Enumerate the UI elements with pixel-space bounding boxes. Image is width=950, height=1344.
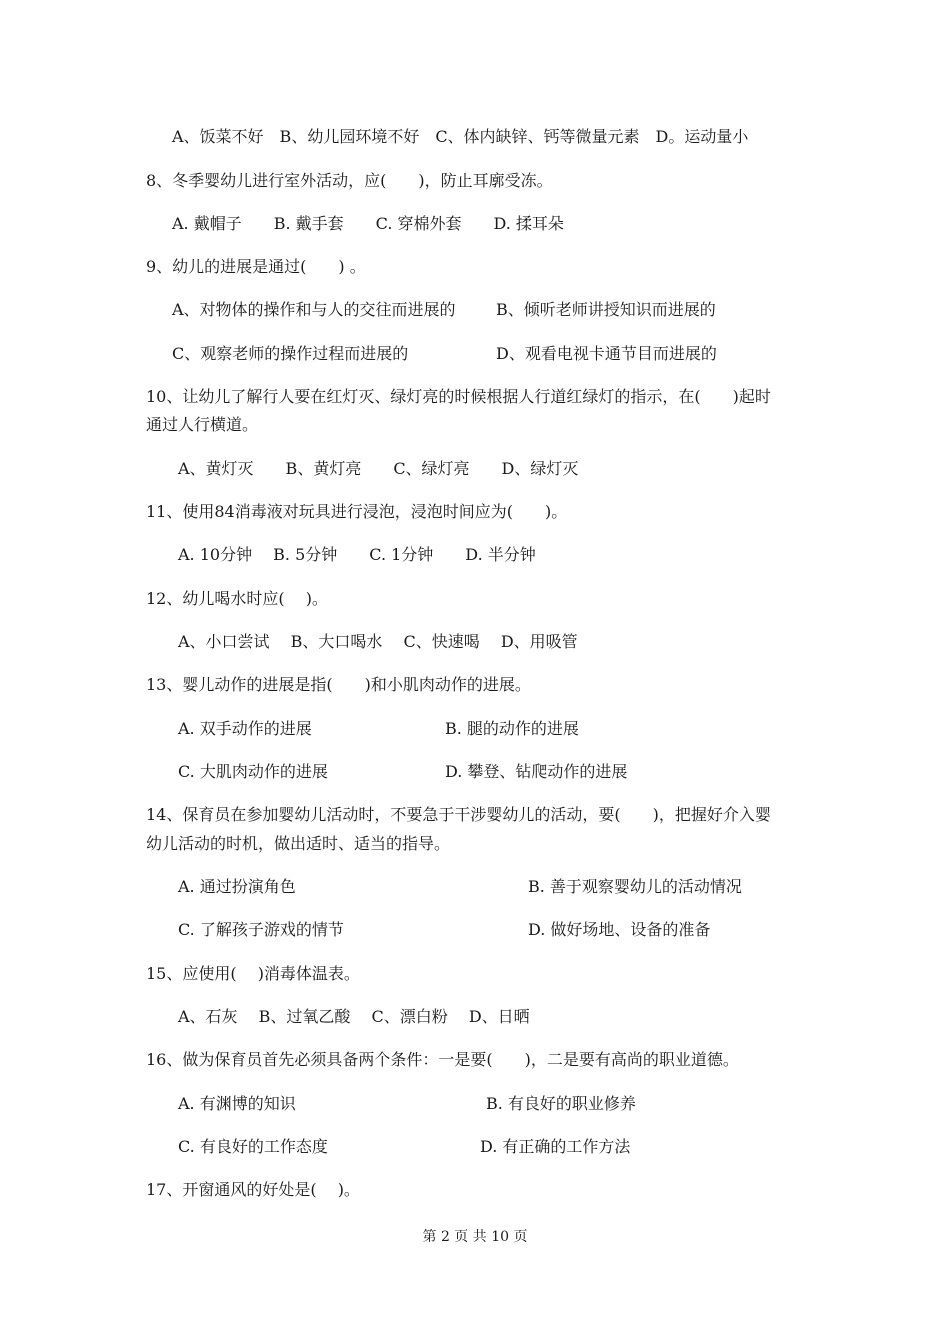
q16-option-b: B. 有良好的职业修养 (486, 1094, 636, 1113)
question-13: 13、婴儿动作的进展是指( )和小肌肉动作的进展。 (146, 675, 531, 694)
q9-option-d: D、观看电视卡通节目而进展的 (496, 344, 717, 363)
page-footer: 第 2 页 共 10 页 (422, 1229, 528, 1245)
q13-option-d: D. 攀登、钻爬动作的进展 (445, 762, 628, 781)
question-17: 17、开窗通风的好处是( )。 (146, 1180, 360, 1199)
q13-option-c: C. 大肌肉动作的进展 (178, 762, 328, 781)
q9-option-a: A、对物体的操作和与人的交往而进展的 (172, 300, 456, 319)
q16-option-d: D. 有正确的工作方法 (480, 1137, 631, 1156)
question-15: 15、应使用( )消毒体温表。 (146, 964, 360, 983)
question-8: 8、冬季婴幼儿进行室外活动，应( )，防止耳廓受冻。 (146, 171, 553, 190)
q10-options: A、黄灯灭 B、黄灯亮 C、绿灯亮 D、绿灯灭 (178, 459, 579, 478)
q9-option-b: B、倾听老师讲授知识而进展的 (496, 300, 716, 319)
question-12: 12、幼儿喝水时应( )。 (146, 589, 328, 608)
q13-option-b: B. 腿的动作的进展 (445, 719, 579, 738)
q16-option-c: C. 有良好的工作态度 (178, 1137, 328, 1156)
question-11: 11、使用84消毒液对玩具进行浸泡，浸泡时间应为( )。 (146, 502, 568, 521)
q7-options: A、饭菜不好 B、幼儿园环境不好 C、体内缺锌、钙等微量元素 D。运动量小 (172, 127, 749, 146)
q11-options: A. 10分钟 B. 5分钟 C. 1分钟 D. 半分钟 (178, 545, 536, 564)
question-10-line-2: 通过人行横道。 (146, 415, 259, 434)
q14-option-b: B. 善于观察婴幼儿的活动情况 (528, 877, 742, 896)
q8-options: A. 戴帽子 B. 戴手套 C. 穿棉外套 D. 揉耳朵 (172, 214, 564, 233)
question-14-line-1: 14、保育员在参加婴幼儿活动时，不要急于干涉婴幼儿的活动，要( )，把握好介入婴 (146, 805, 771, 824)
question-10-line-1: 10、让幼儿了解行人要在红灯灭、绿灯亮的时候根据人行道红绿灯的指示，在( )起时 (146, 387, 771, 406)
question-14-line-2: 幼儿活动的时机，做出适时、适当的指导。 (146, 834, 451, 853)
q15-options: A、石灰 B、过氧乙酸 C、漂白粉 D、日晒 (178, 1007, 530, 1026)
q14-option-a: A. 通过扮演角色 (178, 877, 296, 896)
q14-option-d: D. 做好场地、设备的准备 (528, 920, 711, 939)
q9-option-c: C、观察老师的操作过程而进展的 (172, 344, 409, 363)
question-9: 9、幼儿的进展是通过( ) 。 (146, 257, 366, 276)
q16-option-a: A. 有渊博的知识 (178, 1094, 296, 1113)
question-16: 16、做为保育员首先必须具备两个条件：一是要( )，二是要有高尚的职业道德。 (146, 1050, 739, 1069)
q14-option-c: C. 了解孩子游戏的情节 (178, 920, 344, 939)
q12-options: A、小口尝试 B、大口喝水 C、快速喝 D、用吸管 (178, 632, 578, 651)
q13-option-a: A. 双手动作的进展 (178, 719, 312, 738)
